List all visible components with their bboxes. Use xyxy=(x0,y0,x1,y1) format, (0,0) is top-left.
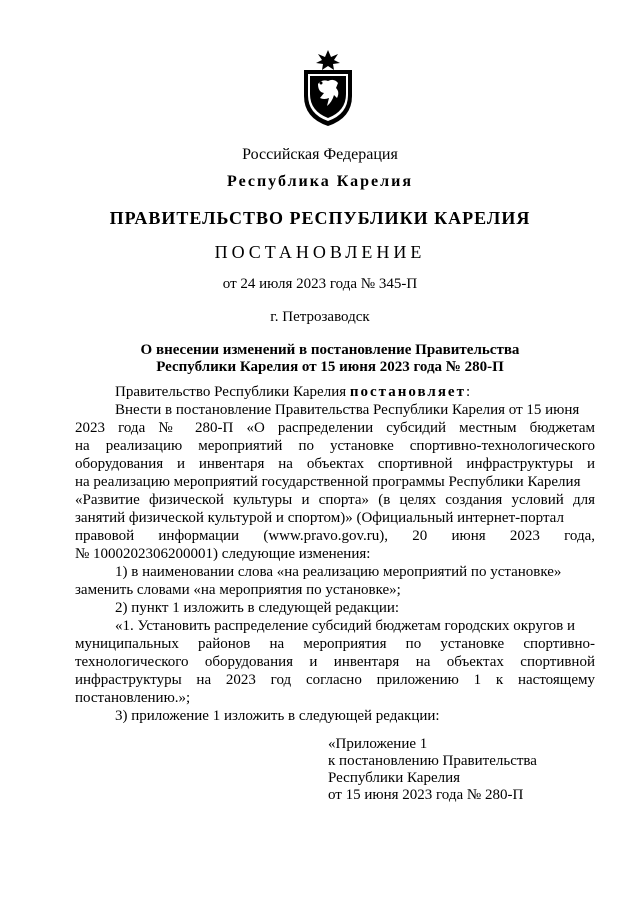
appendix-line: от 15 июня 2023 года № 280-П xyxy=(328,787,524,803)
list-item-line: 1) в наименовании слова «на реализацию мероприятий по установке» xyxy=(115,564,562,580)
decree-line xyxy=(115,384,470,401)
list-item-line: 2) пункт 1 изложить в следующей редакции: xyxy=(115,600,400,616)
government-name: ПРАВИТЕЛЬСТВО РЕСПУБЛИКИ КАРЕЛИЯ xyxy=(109,208,531,228)
paragraph-line: 2023 года № 280-П «О распределении субсидий местным бюджетам xyxy=(75,420,595,436)
paragraph-line: оборудования и инвентаря на объектах спортивной инфраструктуры и xyxy=(75,456,595,472)
appendix-line: Республики Карелия xyxy=(328,770,461,786)
paragraph-line: на реализацию мероприятий государственной программы Республики Карелия xyxy=(75,474,581,490)
document-type: ПОСТАНОВЛЕНИЕ xyxy=(214,242,426,262)
quote-line: муниципальных районов на мероприятия по установке спортивно- xyxy=(75,636,595,652)
document-city: г. Петрозаводск xyxy=(270,309,370,325)
quote-line: постановлению.»; xyxy=(75,690,191,706)
paragraph-line: «Развитие физической культуры и спорта» (в целях создания условий для xyxy=(75,492,595,508)
list-item-line: заменить словами «на мероприятия по установке»; xyxy=(75,582,401,598)
decree-colon: : xyxy=(465,384,471,400)
republic-name: Республика Карелия xyxy=(227,173,413,190)
quote-line: «1. Установить распределение субсидий бюджетам городских округов и xyxy=(115,618,575,634)
appendix-header xyxy=(328,736,537,804)
quote-line: инфраструктуры на 2023 год согласно приложению 1 к настоящему xyxy=(75,672,595,688)
paragraph-line: правовой информации (www.pravo.gov.ru), 20 июня 2023 года, xyxy=(75,528,595,544)
list-item-line: 3) приложение 1 изложить в следующей редакции: xyxy=(115,708,440,724)
decree-prefix: Правительство Республики Карелия xyxy=(115,384,350,400)
country-name: Российская Федерация xyxy=(242,146,398,163)
paragraph-line: занятий физической культурой и спортом)» (Официальный интернет-портал xyxy=(75,510,564,526)
paragraph-line: Внести в постановление Правительства Республики Карелия от 15 июня xyxy=(115,402,580,418)
appendix-line: «Приложение 1 xyxy=(328,736,428,752)
decree-word: постановляет xyxy=(349,384,466,400)
coat-of-arms-icon xyxy=(300,48,356,128)
title-line: Республики Карелия от 15 июня 2023 года № 280-П xyxy=(156,359,504,375)
paragraph-line: на реализацию мероприятий по установке спортивно-технологического xyxy=(75,438,595,454)
title-line: О внесении изменений в постановление Правительства xyxy=(140,342,520,358)
paragraph-line: № 1000202306200001) следующие изменения: xyxy=(75,546,371,562)
quote-line: технологического оборудования и инвентаря на объектах спортивной xyxy=(75,654,595,670)
document-title xyxy=(120,342,540,376)
appendix-line: к постановлению Правительства xyxy=(328,753,537,769)
document-date-number: от 24 июля 2023 года № 345-П xyxy=(222,276,418,292)
